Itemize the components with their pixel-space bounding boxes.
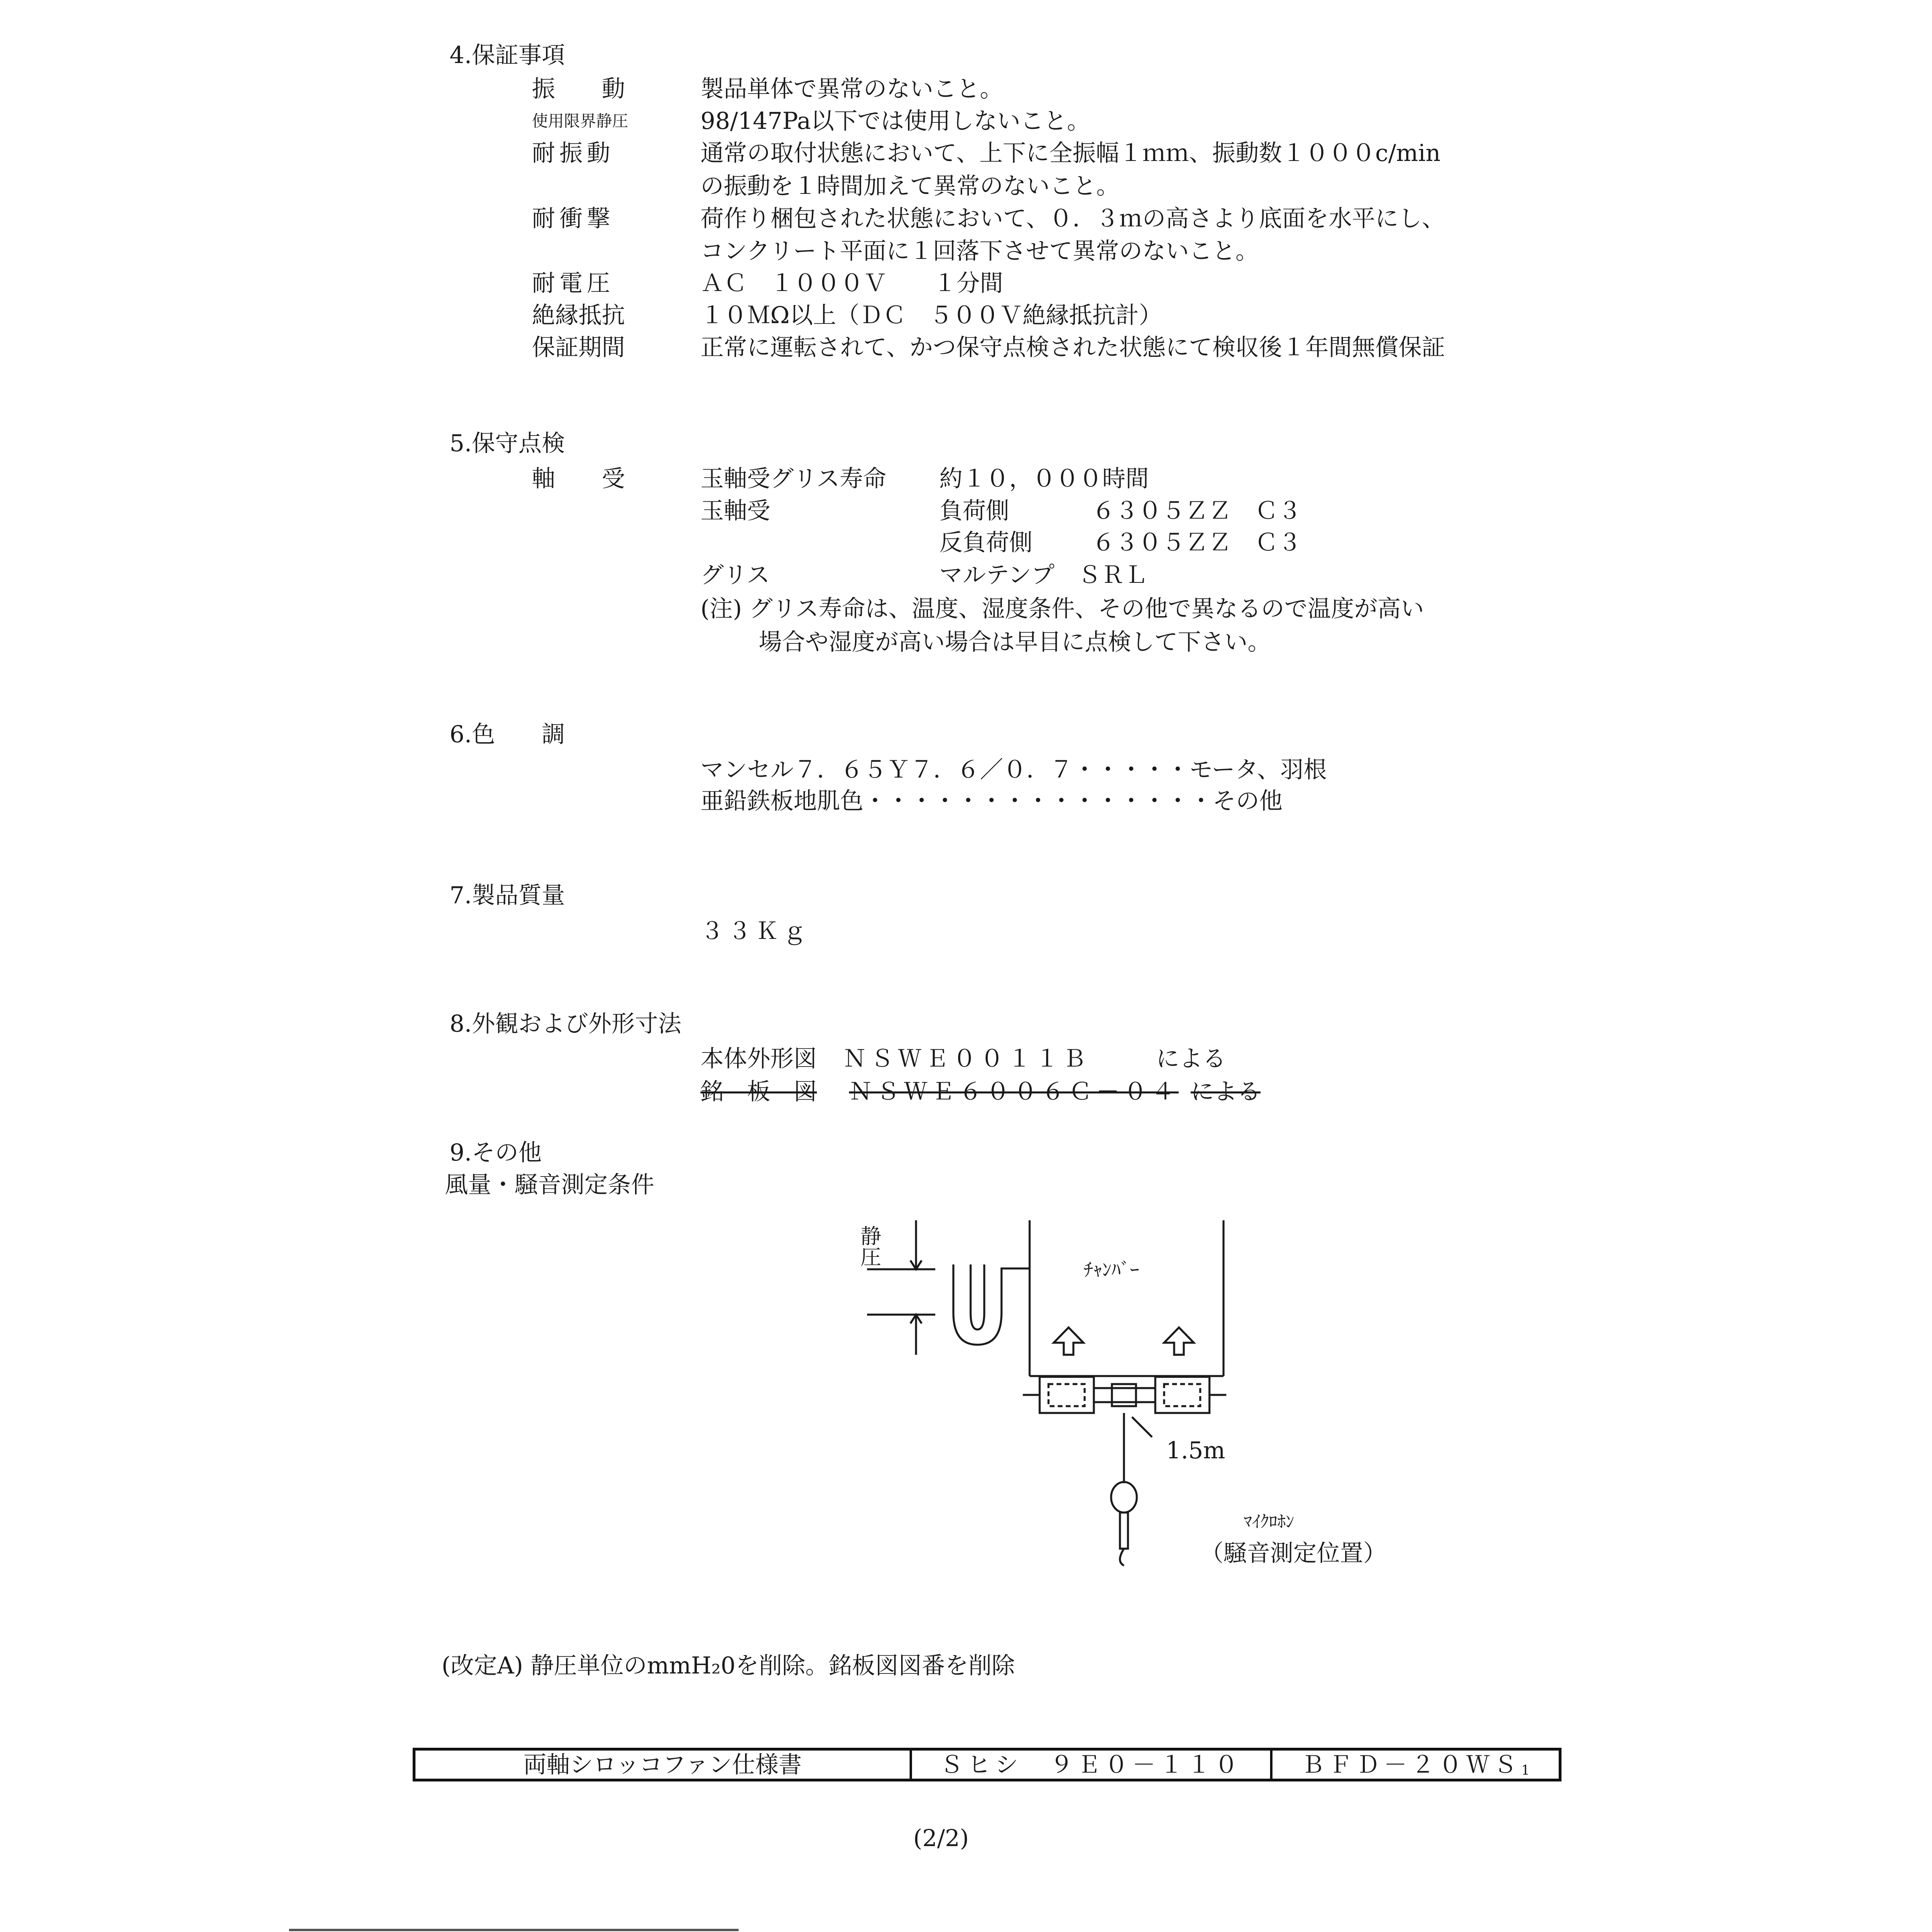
load-side-value: ６３０５ＺＺ Ｃ３ — [1092, 497, 1302, 524]
document-number-cell — [912, 1751, 1272, 1779]
grease-note-1: (注) グリス寿命は、温度、湿度条件、その他で異なるので温度が高い — [700, 595, 1424, 622]
manometer-inner — [971, 1264, 984, 1329]
manometer-outer — [953, 1264, 1002, 1345]
insulation-resistance-label: 絶縁抵抗 — [532, 301, 625, 329]
chamber-label: ﾁｬﾝﾊﾞｰ — [1084, 1259, 1139, 1281]
warranty-period-value: 正常に運転されて、かつ保守点検された状態にて検収後１年間無償保証 — [700, 334, 1445, 361]
document-number: Ｓヒシ ９Ｅ０－１１０ — [940, 1751, 1242, 1778]
distance-leader — [1132, 1417, 1152, 1437]
microphone-label: ﾏｲｸﾛﾎﾝ — [1244, 1512, 1295, 1531]
grease-life-value: 約１０，０００時間 — [939, 465, 1149, 492]
load-side-label: 負荷側 — [939, 497, 1010, 524]
section9-heading: 9.その他 — [450, 1139, 542, 1166]
vibration-resistance-label: 耐振動 — [532, 139, 615, 167]
model-suffix: 1 — [1521, 1762, 1530, 1778]
bearing-label: 軸 受 — [532, 465, 625, 492]
manometer-tube — [1002, 1220, 1030, 1276]
nameplate-drawing-code: ＮＳＷＥ６００６Ｃ－０４ — [849, 1078, 1179, 1105]
outline-drawing-label: 本体外形図 — [700, 1045, 817, 1072]
section8-heading: 8.外観および外形寸法 — [450, 1010, 682, 1037]
withstand-voltage-value: ＡＣ １０００Ｖ １分間 — [700, 269, 1004, 297]
airflow-arrow-left — [1054, 1327, 1083, 1355]
nameplate-drawing-label: 銘 板 図 — [700, 1078, 817, 1105]
section5-heading: 5.保守点検 — [450, 430, 565, 457]
color-line-1: マンセル７．６５Ｙ７．６／０．７・・・・・モータ、羽根 — [700, 756, 1327, 783]
vibration-resistance-value-2: の振動を１時間加えて異常のないこと。 — [700, 172, 1120, 200]
static-pressure-limit-label: 使用限界静圧 — [532, 112, 628, 130]
grease-life-label: 玉軸受グリス寿命 — [700, 465, 886, 492]
section4-heading: 4.保証事項 — [450, 41, 565, 69]
static-pressure-label: 静圧 — [857, 1225, 881, 1267]
grease-label: グリス — [700, 561, 770, 588]
shock-resistance-value-2: コンクリート平面に１回落下させて異常のないこと。 — [700, 237, 1259, 265]
section9-subheading: 風量・騒音測定条件 — [445, 1171, 655, 1198]
vibration-value: 製品単体で異常のないこと。 — [700, 75, 1004, 102]
document-title-cell — [415, 1751, 912, 1779]
shock-resistance-value: 荷作り梱包された状態において、０．３ｍの高さより底面を水平にし、 — [700, 205, 1445, 232]
microphone-icon — [1111, 1482, 1137, 1513]
title-block — [413, 1748, 1561, 1781]
fan-outlet-right — [1164, 1384, 1200, 1406]
fan-motor-shaft — [1094, 1388, 1155, 1402]
airflow-arrow-right — [1164, 1327, 1194, 1355]
revision-note: (改定A) 静圧単位のmmH₂0を削除。銘板図図番を削除 — [442, 1652, 1015, 1679]
withstand-voltage-label: 耐電圧 — [532, 269, 615, 297]
ball-bearing-label: 玉軸受 — [700, 497, 771, 524]
microphone-handle — [1120, 1513, 1128, 1549]
anti-load-side-value: ６３０５ＺＺ Ｃ３ — [1092, 529, 1302, 556]
section6-heading: 6.色 調 — [450, 721, 565, 748]
static-pressure-limit-value: 98/147Pa以下では使用しないこと。 — [700, 107, 1091, 134]
distance-label: 1.5m — [1166, 1437, 1226, 1464]
nameplate-drawing-suffix: による — [1191, 1078, 1261, 1105]
vibration-resistance-value: 通常の取付状態において、上下に全振幅１ｍｍ、振動数１０００c/min — [700, 139, 1441, 167]
shock-resistance-label: 耐衝撃 — [532, 205, 615, 232]
vibration-label: 振 動 — [532, 75, 625, 102]
warranty-period-label: 保証期間 — [532, 334, 625, 361]
measurement-position-label: （騒音測定位置） — [1200, 1539, 1387, 1567]
color-line-2: 亜鉛鉄板地肌色・・・・・・・・・・・・・・・その他 — [700, 787, 1283, 814]
model-cell — [1272, 1751, 1559, 1779]
outline-drawing-code: ＮＳＷＥ００１１Ｂ — [843, 1045, 1090, 1072]
bottom-rule — [289, 1929, 739, 1931]
model-number: ＢＦＤ－２０ＷＳ — [1301, 1751, 1521, 1778]
outline-drawing-suffix: による — [1156, 1045, 1226, 1072]
fan-outlet-left — [1048, 1384, 1085, 1406]
grease-value: マルテンプ ＳＲＬ — [939, 561, 1148, 588]
anti-load-side-label: 反負荷側 — [939, 529, 1033, 556]
grease-note-2: 場合や湿度が高い場合は早目に点検して下さい。 — [759, 628, 1271, 656]
microphone-hook — [1120, 1549, 1124, 1566]
product-mass-value: ３３Ｋｇ — [700, 917, 810, 945]
insulation-resistance-value: １０ＭΩ以上（ＤＣ ５００Ｖ絶縁抵抗計） — [700, 301, 1162, 329]
document-title: 両軸シロッコファン仕様書 — [523, 1751, 802, 1778]
section7-heading: 7.製品質量 — [450, 882, 565, 909]
page-number: (2/2) — [913, 1824, 969, 1852]
